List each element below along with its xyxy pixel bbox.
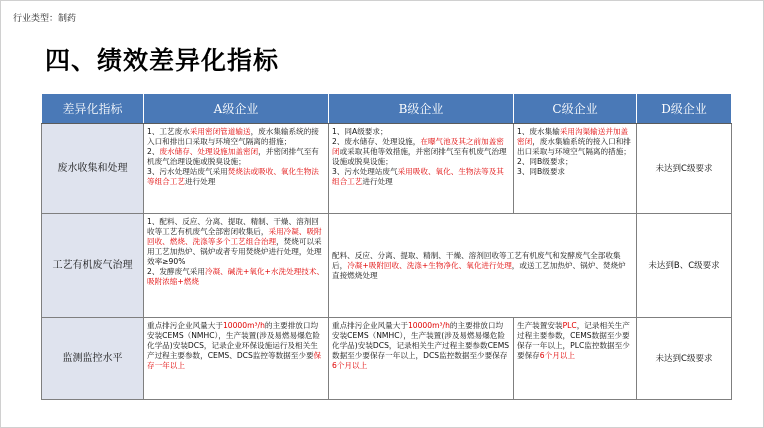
a-grade-cell: 1、工艺废水采用密闭管道输送，废水集输系统的接入口和排出口采取与环境空气隔离的措施； 2、废水储存、处理设施加盖密闭，并密闭排气至有机废气治理设施或脱臭设施； 3、污水处理站废气采用焚烧法或吸收、氧化生物法等组合工艺进行处理 [144, 124, 329, 214]
column-header: 差异化指标 [42, 94, 144, 124]
a-grade-cell: 重点排污企业风量大于10000m³/h的主要排放口均安装CEMS（NMHC），生产装置(涉及易燃易爆危险化学品)安装DCS，记录企业环保设施运行及相关生产过程主要参数，CEMS、DCS监控等数据至少要保存一年以上 [144, 318, 329, 400]
b-grade-cell: 1、同A级要求； 2、废水储存、处理设施，在曝气池及其之前加盖密闭或采取其他等效措施，并密闭排气至有机废气治理设施或脱臭设施； 3、污水处理站废气采用吸收、氧化、生物法等及其组合工艺进行处理 [329, 124, 514, 214]
column-header: C级企业 [514, 94, 637, 124]
d-grade-cell: 未达到C级要求 [637, 318, 732, 400]
b-grade-cell: 重点排污企业风量大于10000m³/h的主要排放口均安装CEMS（NMHC），生产装置(涉及易燃易爆危险化学品)安装DCS，记录相关生产过程主要参数CEMS数据至少要保存一年以上，DCS监控数据至少要保存6个月以上 [329, 318, 514, 400]
page-title: 四、绩效差异化指标 [45, 46, 280, 75]
row-label: 废水收集和处理 [42, 124, 144, 214]
c-grade-cell: 1、废水集输采用沟渠输送并加盖密闭，废水集输系统的接入口和排出口采取与环境空气隔离的措施； 2、同B级要求； 3、同B级要求 [514, 124, 637, 214]
column-header: D级企业 [637, 94, 732, 124]
industry-type: 行业类型：制药 [13, 14, 77, 24]
row-label: 监测监控水平 [42, 318, 144, 400]
column-header: A级企业 [144, 94, 329, 124]
row-label: 工艺有机废气治理 [42, 214, 144, 318]
a-grade-cell: 1、配料、反应、分离、提取、精制、干燥、溶剂回收等工艺有机废气全部密闭收集后，采用冷凝、吸附回收、燃烧、洗涤等多个工艺组合治理，焚烧可以采用工艺加热炉、锅炉或者专用焚烧炉进行处理，处理效率≥90% 2、发酵废气采用冷凝、碱洗+氧化+水洗处理技术、吸附浓缩+燃烧 [144, 214, 329, 318]
column-header: B级企业 [329, 94, 514, 124]
d-grade-cell: 未达到C级要求 [637, 124, 732, 214]
table-header-row [42, 94, 732, 124]
c-grade-cell: 生产装置安装PLC，记录相关生产过程主要参数，CEMS数据至少要保存一年以上，PLC监控数据至少要保存6个月以上 [514, 318, 637, 400]
b-c-grade-cell: 配料、反应、分离、提取、精制、干燥、溶剂回收等工艺有机废气和发酵废气全部收集后，冷凝+吸附回收、洗涤+生物净化、氧化进行处理，或送工艺加热炉、锅炉、焚烧炉直接燃烧处理 [329, 214, 637, 318]
table-row [42, 318, 732, 400]
d-grade-cell: 未达到B、C级要求 [637, 214, 732, 318]
table-row [42, 214, 732, 318]
table-row [42, 124, 732, 214]
indicator-table [41, 93, 732, 400]
